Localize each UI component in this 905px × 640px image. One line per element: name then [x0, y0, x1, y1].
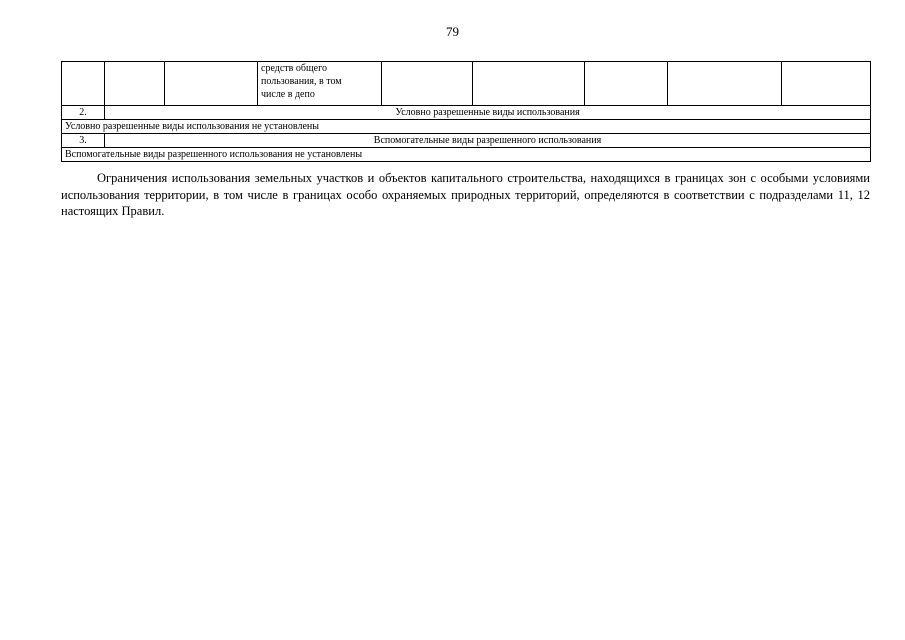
- cell-description-text: средств общего пользования, в том числе в депо: [261, 63, 342, 100]
- section2-number: 2.: [62, 106, 105, 120]
- section2-note-row: [62, 120, 871, 134]
- page-number: 79: [446, 24, 459, 39]
- table-cell: [585, 62, 668, 106]
- table-cell: [782, 62, 871, 106]
- restrictions-paragraph: Ограничения использования земельных участков и объектов капитального строительства, находящихся в границах зон с особыми условиями использования территории, в том числе в границах особо охраняемых природных территорий, определяются в соответствии с подразделами 11, 12 настоящих Правил.: [61, 171, 870, 218]
- section3-note: Вспомогательные виды разрешенного использования не установлены: [62, 148, 871, 162]
- table-cell-description: [258, 62, 382, 106]
- section3-number: 3.: [62, 134, 105, 148]
- section3-title: Вспомогательные виды разрешенного использования: [105, 134, 871, 148]
- table-cell: [165, 62, 258, 106]
- section2-note: Условно разрешенные виды использования не установлены: [62, 120, 871, 134]
- table-cell: [473, 62, 585, 106]
- section2-title: Условно разрешенные виды использования: [105, 106, 871, 120]
- table-cell: [62, 62, 105, 106]
- table-cell: [668, 62, 782, 106]
- table-cell: [382, 62, 473, 106]
- section2-header-row: [62, 106, 871, 120]
- land-use-table: [61, 61, 871, 162]
- table-row-continuation: [62, 62, 871, 106]
- table-cell: [105, 62, 165, 106]
- section3-header-row: [62, 134, 871, 148]
- section3-note-row: [62, 148, 871, 162]
